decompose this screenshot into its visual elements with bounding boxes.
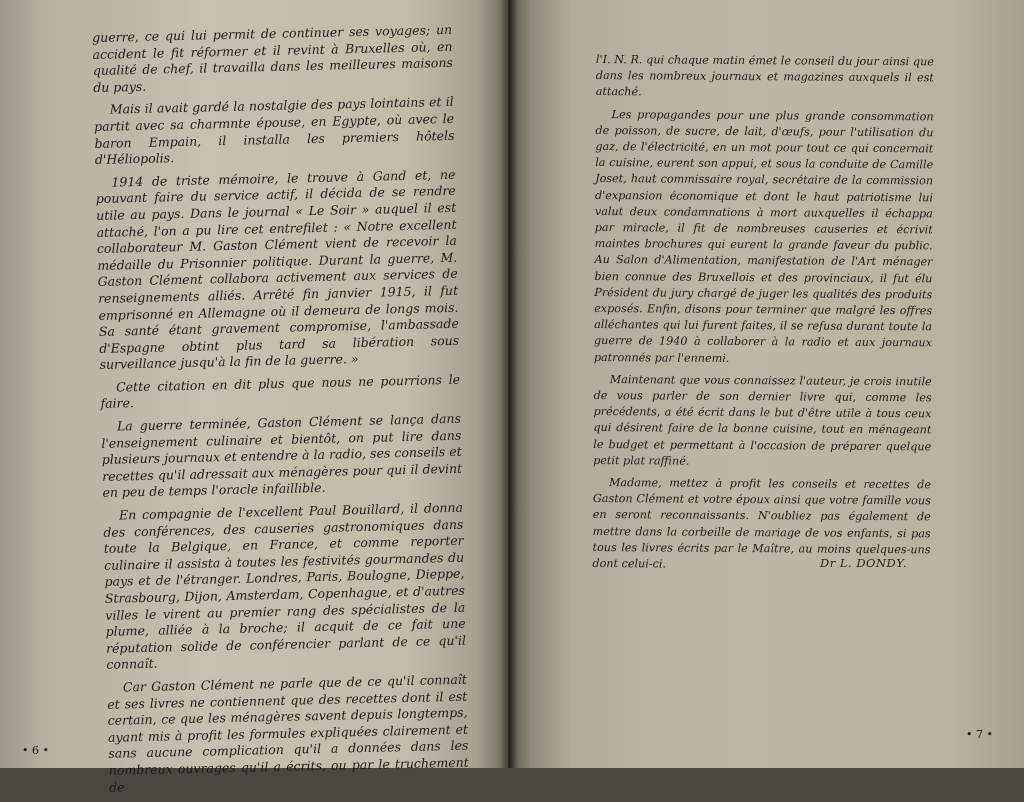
paragraph: Car Gaston Clément ne parle que de ce qu'il connaît et ses livres ne contiennent que des recettes dont il est certain, ce que les ménagères savent depuis longtemps, ayant mis à profit les formules expliquées clairement et sans aucune complication qu'il a données dans les nombreux ouvrages qu'il a écrits, ou par le truchement de [107,671,469,795]
page-number: • 6 • [22,744,49,757]
paragraph: La guerre terminée, Gaston Clément se lança dans l'enseignement culinaire et bientôt, on put lire dans plusieurs journaux et entendre à la radio, ses conseils et recettes qu'il adressait aux ménagères pour qui il devint en peu de temps l'oracle infaillible. [101,410,463,501]
paragraph: Les propagandes pour une plus grande consommation de poisson, de sucre, de lait, d'œufs, pour l'utilisation du gaz, de l'électricité, en un mot pour tout ce qui concernait la cuisine, eurent son appui, et sous la conduite de Camille Joset, haut commissaire royal, secrétaire de la commission d'expansion économique et dont le haut patriotisme lui valut deux condamnations à mort auxquelles il échappa par miracle, il fit de nombreuses causeries et écrivit maintes brochures qui eurent la grande faveur du public. Au Salon d'Alimentation, manifestation de l'Art ménager bien connue des Bruxellois et des provinciaux, il fut élu Président du jury chargé de juger les qualités des produits exposés. Enfin, disons pour terminer que malgré les offres alléchantes qui lui furent faites, il se refusa durant toute la guerre de 1940 à collaborer à la radio et aux journaux patronnés par l'ennemi. [593,107,934,365]
paragraph: Cette citation en dit plus que nous ne pourrions le faire. [100,371,461,412]
paragraph: Mais il avait gardé la nostalgie des pays lointains et il partit avec sa charmnte épouse, en Egypte, où avec le baron Empain, il installa les premiers hôtels d'Héliopolis. [94,94,455,168]
paragraph: Madame, mettez à profit les conseils et recettes de Gaston Clément et votre époux ainsi que votre famille vous en seront reconnaissants. N'oubliez pas également de mettre dans la corbeille de mariage de vos enfants, si pas tous les livres écrits par le Maître, au moins quelques-uns dont celui-ci. [592,476,932,571]
book-gutter [500,0,518,768]
paragraph: 1914 de triste mémoire, le trouve à Gand et, ne pouvant faire du service actif, il décida de se rendre utile au pays. Dans le journal « Le Soir » auquel il est attaché, l'on a pu lire cet entrefilet : « Notre excellent collaborateur M. Gaston Clément vient de recevoir la médaille du Prisonnier politique. Durant la guerre, M. Gaston Clément collabora activement aux services de renseignements alliés. Arrêté fin janvier 1915, il fut emprisonné en Allemagne où il demeura de longs mois. Sa santé étant gravement compromise, l'ambassade d'Espagne obtint plus tard sa libération sous surveillance jusqu'à la fin de la guerre. » [95,166,460,373]
paragraph: l'I. N. R. qui chaque matin émet le conseil du jour ainsi que dans les nombreux journaux et magazines auxquels il est attaché. [595,52,934,99]
signature: Dr L. DONDY. [820,556,908,570]
page-number: • 7 • [966,728,993,741]
left-page-text [92,22,469,802]
paragraph: guerre, ce qui lui permit de continuer ses voyages; un accident le fit réformer et il revint à Bruxelles où, en qualité de chef, il travailla dans les meilleures maisons du pays. [92,21,454,95]
right-page-text [592,52,934,581]
paragraph: En compagnie de l'excellent Paul Bouillard, il donna des conférences, des causeries gastronomiques dans toute la Belgique, en France, et comme reporter culinaire il assista à toutes les festivités gourmandes du pays et de l'étranger. Londres, Paris, Boulogne, Dieppe, Strasbourg, Dijon, Amsterdam, Copenhague, et d'autres villes le virent au premier rang des spécialistes de la plume, alliée à la broche; il acquit de ce fait une réputation solide de conférencier parlant de ce qu'il connaît. [103,499,467,673]
paragraph: Maintenant que vous connaissez l'auteur, je crois inutile de vous parler de son dernier livre qui, comme les précédents, a été écrit dans le but d'être utile à tous ceux qui désirent faire de la bonne cuisine, tout en ménageant le budget et permettant à l'occasion de préparer quelque petit plat raffiné. [593,372,932,468]
left-page [0,0,508,795]
